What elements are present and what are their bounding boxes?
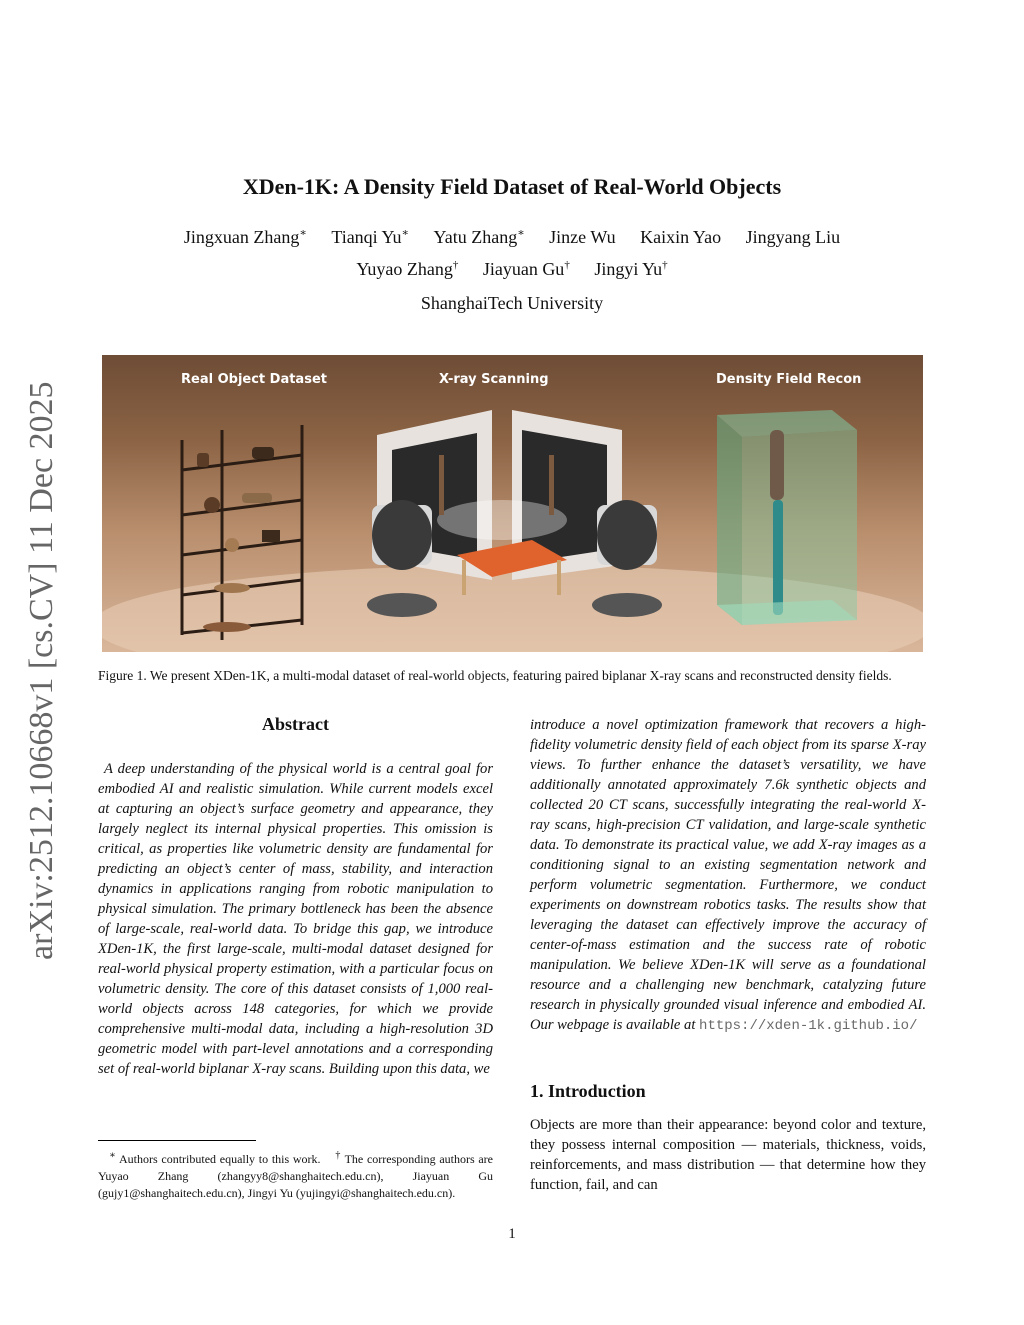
affiliation: ShanghaiTech University [420, 293, 604, 313]
figure-1 [102, 355, 923, 652]
introduction-text: Objects are more than their appearance: beyond color and texture, they possess internal composition — materials, thickness, voids, reinforcements, and mass distribution — that determine how they function, fail, and can [530, 1117, 926, 1193]
author: Yatu Zhang∗ [433, 227, 525, 247]
paper-title: XDen-1K: A Density Field Dataset of Real-World Objects [242, 174, 782, 199]
abstract-left-text: A deep understanding of the physical world is a central goal for embodied AI and realistic simulation. While current models excel at capturing an object’s surface geometry and appearance, they largely neglect its internal physical properties. This omission is critical, as properties like volumetric density are fundamental for predicting an object’s center of mass, stability, and interaction dynamics in applications ranging from robotic manipulation to physical simulation. The primary bottleneck has been the absence of large-scale, real-world data. To bridge this gap, we introduce XDen-1K, the first large-scale, multi-modal dataset designed for real-world physical property estimation, with a particular focus on volumetric density. The core of this dataset consists of 1,000 real-world objects across 148 categories, for which we provide comprehensive multi-modal data, including a high-resolution 3D geometric model with part-level annotations and a corresponding set of real-world biplanar X-ray scans. Building upon this data, we [98, 761, 493, 1077]
webpage-link[interactable]: https://xden-1k.github.io/ [699, 1018, 918, 1034]
figure-caption: Figure 1. We present XDen-1K, a multi-modal dataset of real-world objects, featuring paired biplanar X-ray scans and reconstructed density fields. [98, 668, 892, 683]
author: Yuyao Zhang† [356, 259, 459, 279]
abstract-heading: Abstract [262, 714, 329, 734]
figure-label-xray: X-ray Scanning [439, 372, 549, 387]
page-number: 1 [508, 1226, 516, 1242]
figure-illustration [102, 355, 923, 652]
abstract-right-text: introduce a novel optimization framework that recovers a high-fidelity volumetric density field of each object from its sparse X-ray views. To further enhance the dataset’s versatility, we have additionally annotated approximately 7.6k synthetic objects and collected 20 CT scans, successfully integrating the real-world X-ray scans, high-precision CT validation, and large-scale synthetic data. To demonstrate its practical value, we add X-ray images as a conditioning signal to an existing segmentation network and perform volumetric segmentation. Furthermore, we conduct experiments on downstream robotics tasks. The results show that leveraging the dataset can effectively improve the accuracy of center-of-mass estimation and the success rate of robotic manipulation. We believe XDen-1K will serve as a foundational resource and a challenging new benchmark, catalyzing future research in physically grounded visual inference and embodied AI. Our webpage is available at https://xden-1k.github.io/ [530, 717, 926, 1034]
introduction-heading: 1. Introduction [530, 1081, 646, 1101]
footnote: ∗ Authors contributed equally to this work. † The corresponding authors are Yuyao Zhang (zhangyy8@shanghaitech.edu.cn), Jiayuan Gu (gujy1@shanghaitech.edu.cn), Jingyi Yu (yujingyi@shanghaitech.edu.cn). [98, 1150, 494, 1200]
author: Tianqi Yu∗ [331, 227, 410, 247]
author: Jingyang Liu [745, 227, 841, 247]
authors-line-1 [0, 226, 1024, 248]
author: Jiayuan Gu† [482, 259, 570, 279]
authors-line-2 [0, 259, 1024, 280]
figure-label-real-object: Real Object Dataset [181, 372, 327, 387]
footnote-rule [98, 1140, 256, 1141]
author: Jingyi Yu† [594, 259, 668, 279]
density-field-illustration [717, 410, 857, 625]
arxiv-stamp: arXiv:2512.10668v1 [cs.CV] 11 Dec 2025 [23, 381, 60, 960]
author: Kaixin Yao [640, 227, 722, 247]
author: Jinze Wu [549, 227, 616, 247]
figure-label-density: Density Field Recon [716, 372, 862, 387]
author: Jingxuan Zhang∗ [183, 227, 307, 247]
